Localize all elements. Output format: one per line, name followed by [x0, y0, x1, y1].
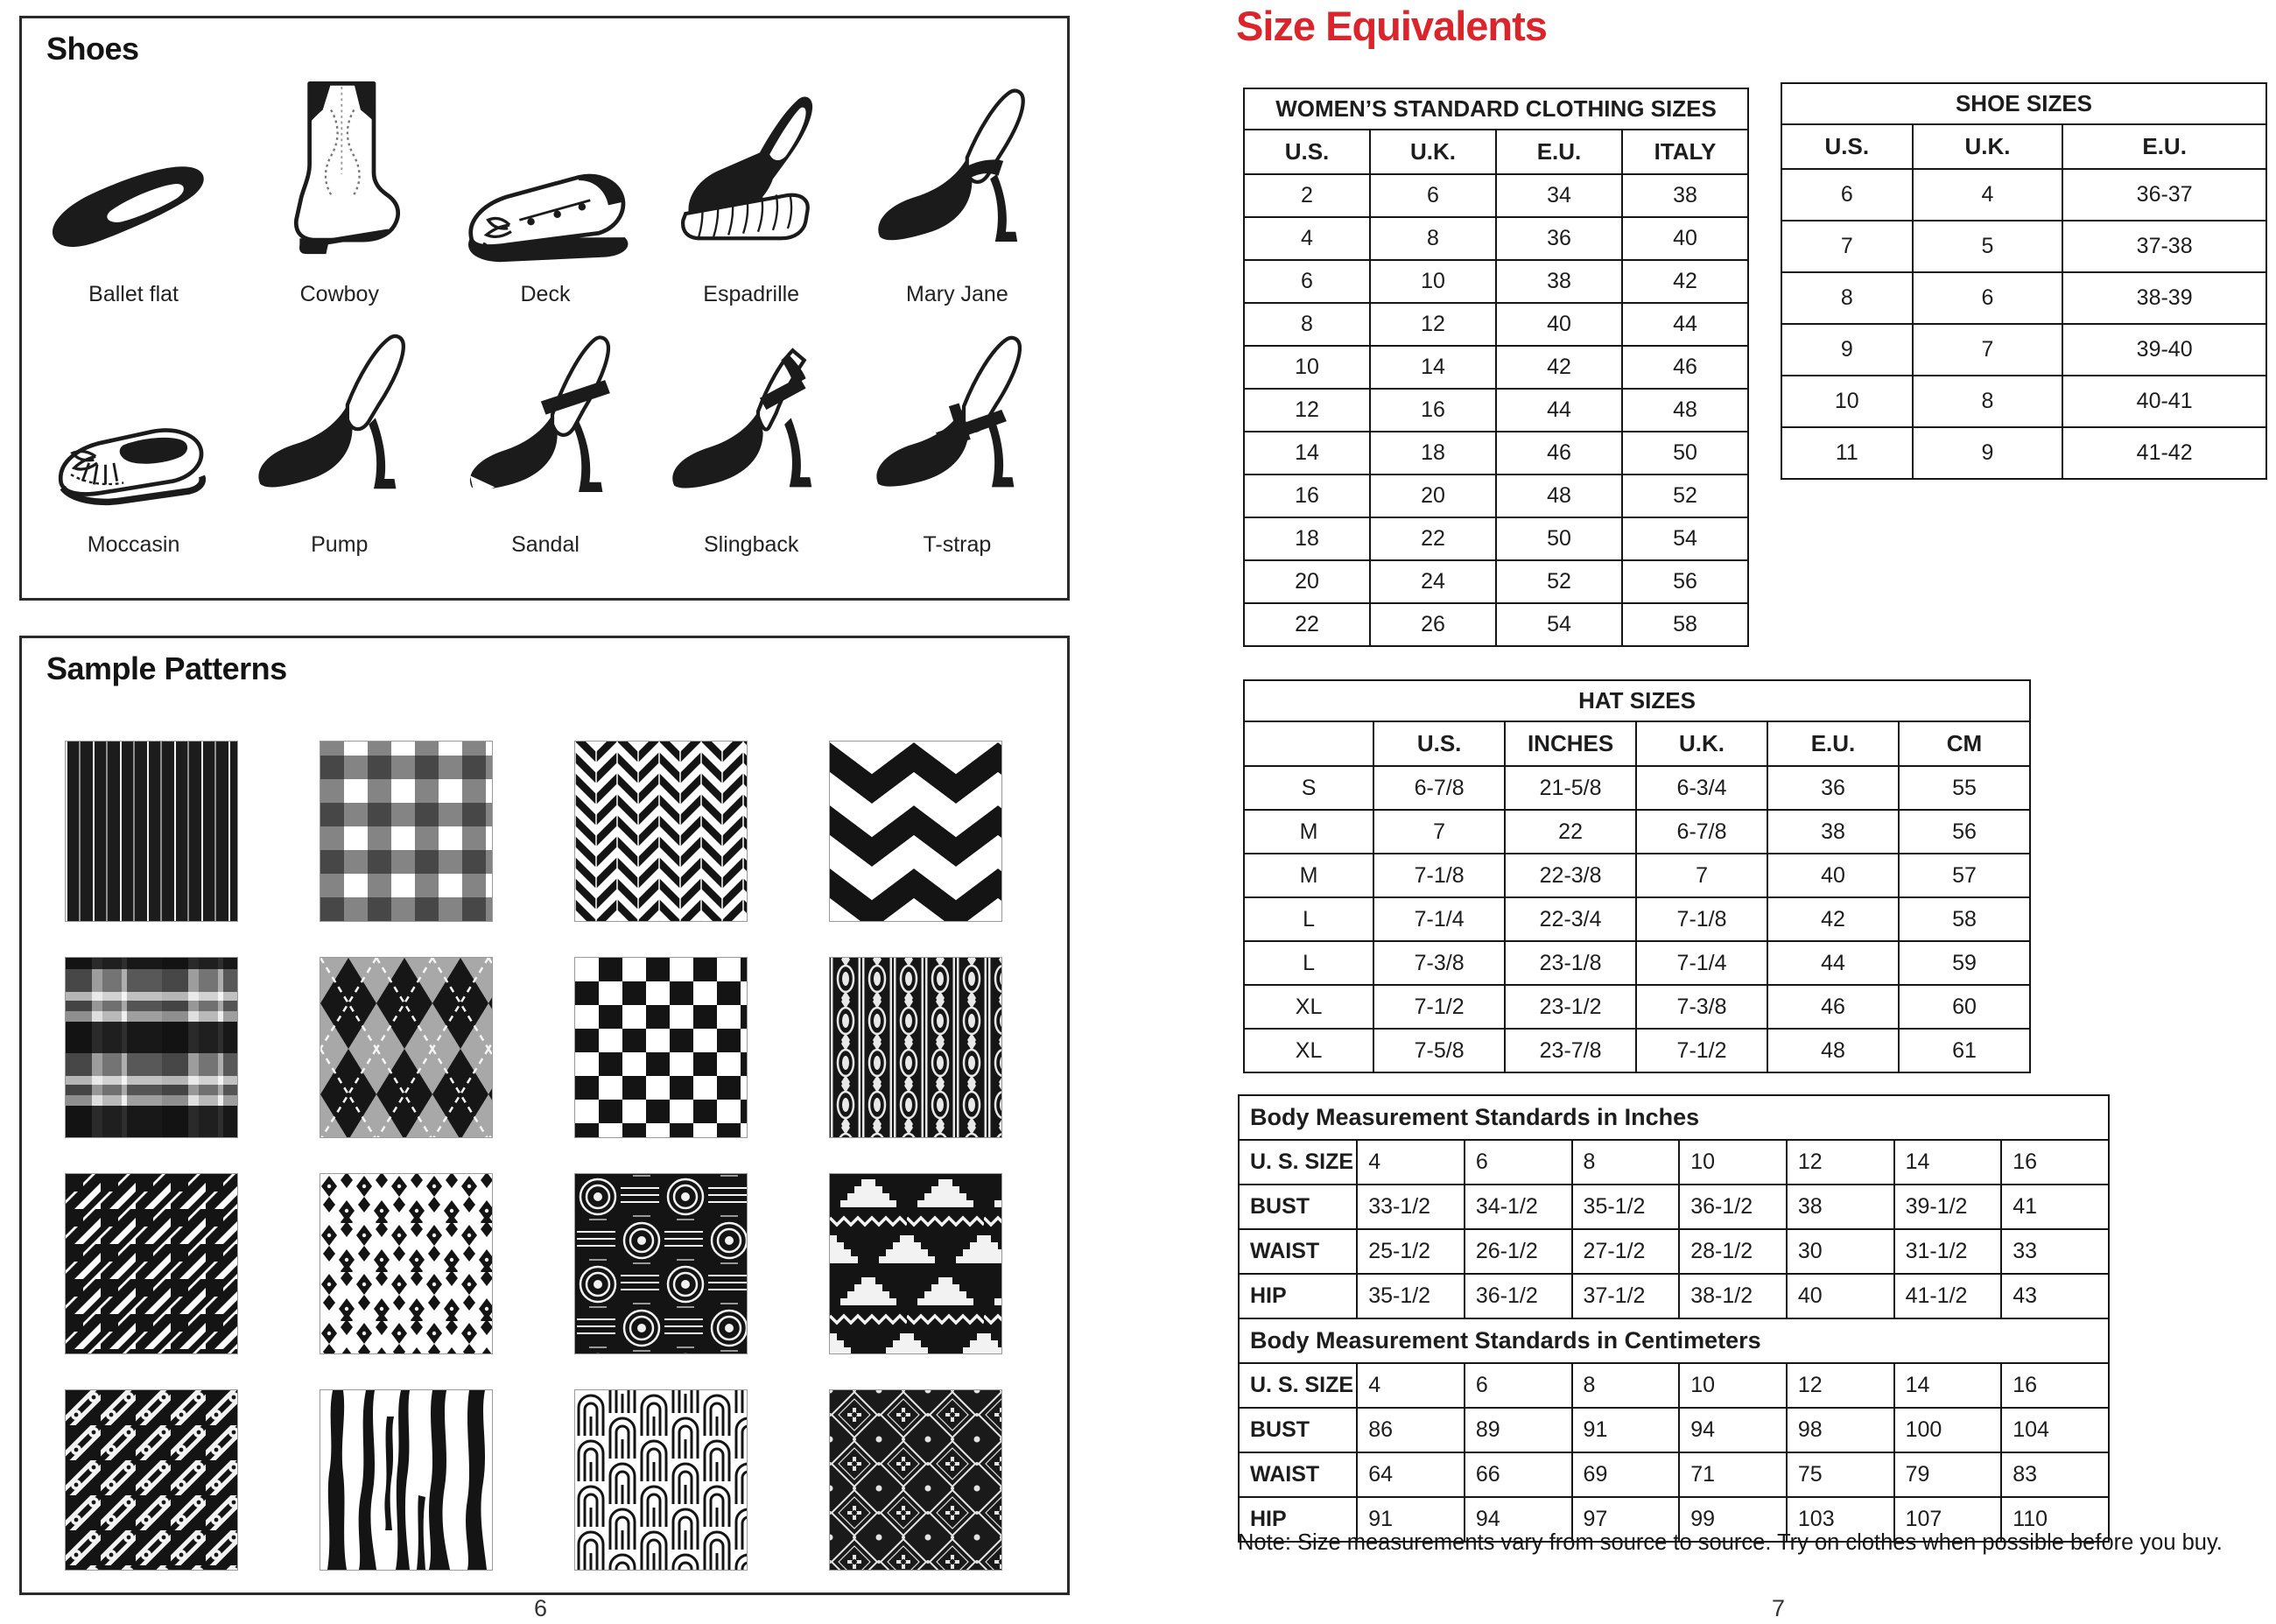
table-title-row: [1781, 83, 2266, 124]
column-header: CM: [1899, 721, 2030, 766]
table-cell: 37-1/2: [1572, 1274, 1680, 1318]
table-cell: 46: [1767, 985, 1899, 1029]
pattern-swatch-houndstooth: [66, 1174, 237, 1353]
table-cell: 25-1/2: [1357, 1229, 1465, 1274]
table-cell: 36-1/2: [1679, 1185, 1787, 1229]
table-row: [1781, 272, 2266, 324]
table-cell: 36-1/2: [1465, 1274, 1572, 1318]
table-cell: 71: [1679, 1452, 1787, 1497]
table-cell: 27-1/2: [1572, 1229, 1680, 1274]
table-row: [1244, 985, 2030, 1029]
page-number-right: 7: [1772, 1595, 1786, 1621]
deck-shoe-illustration: [442, 70, 648, 273]
table-cell: 61: [1899, 1029, 2030, 1072]
column-header: U.S.: [1244, 130, 1370, 174]
table-cell: 97: [1572, 1497, 1680, 1542]
table-cell: 104: [2001, 1408, 2109, 1452]
table-cell: 42: [1622, 260, 1748, 303]
table-cell: 31-1/2: [1894, 1229, 2002, 1274]
slingback-illustration: [649, 320, 854, 524]
table-cell: 10: [1679, 1140, 1787, 1185]
table-cell: 40: [1767, 854, 1899, 897]
column-header: U.K.: [1913, 124, 2063, 169]
table-cell: BUST: [1239, 1408, 1357, 1452]
table-cell: 33: [2001, 1229, 2109, 1274]
table-cell: 22: [1244, 603, 1370, 646]
pattern-swatch-ogee-wave: [575, 1390, 747, 1570]
table-cell: 46: [1496, 432, 1622, 475]
table-cell: 10: [1679, 1363, 1787, 1408]
table-cell: 52: [1622, 475, 1748, 517]
table-cell: 98: [1787, 1408, 1894, 1452]
table-row: [1244, 432, 1748, 475]
cowboy-boot-illustration: [236, 70, 442, 273]
table-row: [1244, 560, 1748, 603]
sample-patterns-section: [19, 636, 1070, 1595]
section-title-row: [1239, 1318, 2109, 1363]
table-row: [1244, 854, 2030, 897]
table-cell: 44: [1622, 303, 1748, 346]
table-row: [1244, 260, 1748, 303]
section-title-row: [1239, 1095, 2109, 1140]
table-cell: HIP: [1239, 1497, 1357, 1542]
table-cell: 66: [1465, 1452, 1572, 1497]
table-row: [1781, 324, 2266, 376]
table-cell: 4: [1244, 217, 1370, 260]
table-cell: 52: [1496, 560, 1622, 603]
table-cell: 41-42: [2062, 427, 2266, 479]
table-row: [1239, 1408, 2109, 1452]
table-title: WOMEN’S STANDARD CLOTHING SIZES: [1244, 88, 1748, 130]
table-cell: 18: [1244, 517, 1370, 560]
table-row: [1239, 1185, 2109, 1229]
shoe-item: [854, 50, 1060, 306]
table-cell: 55: [1899, 766, 2030, 810]
table-title: HAT SIZES: [1244, 680, 2030, 721]
table-cell: 22: [1370, 517, 1496, 560]
table-cell: 16: [1370, 389, 1496, 432]
table-cell: 8: [1913, 376, 2063, 427]
shoe-item: [649, 50, 854, 306]
shoe-label: Deck: [520, 282, 571, 306]
table-cell: 38-39: [2062, 272, 2266, 324]
table-cell: 6: [1465, 1363, 1572, 1408]
table-cell: 38: [1622, 174, 1748, 217]
table-cell: 18: [1370, 432, 1496, 475]
table-row: [1781, 376, 2266, 427]
table-cell: HIP: [1239, 1274, 1357, 1318]
shoe-sizes-table: [1781, 82, 2267, 480]
table-cell: 54: [1622, 517, 1748, 560]
table-row: [1781, 169, 2266, 221]
table-cell: 38: [1787, 1185, 1894, 1229]
table-cell: 43: [2001, 1274, 2109, 1318]
table-row: [1244, 766, 2030, 810]
table-cell: 7: [1913, 324, 2063, 376]
table-cell: WAIST: [1239, 1229, 1357, 1274]
table-cell: 23-7/8: [1505, 1029, 1636, 1072]
table-row: [1781, 221, 2266, 272]
shoe-grid: [31, 50, 1060, 556]
table-cell: 7: [1636, 854, 1767, 897]
table-cell: 6: [1465, 1140, 1572, 1185]
table-cell: 8: [1370, 217, 1496, 260]
table-cell: S: [1244, 766, 1373, 810]
table-cell: 7-1/4: [1636, 941, 1767, 985]
table-cell: 7-3/8: [1373, 941, 1505, 985]
table-cell: 69: [1572, 1452, 1680, 1497]
table-cell: 30: [1787, 1229, 1894, 1274]
table-cell: 7-5/8: [1373, 1029, 1505, 1072]
column-header: U.S.: [1781, 124, 1913, 169]
table-cell: 34-1/2: [1465, 1185, 1572, 1229]
table-cell: 6: [1781, 169, 1913, 221]
table-cell: 6: [1370, 174, 1496, 217]
table-cell: 7-3/8: [1636, 985, 1767, 1029]
table-row: [1244, 1029, 2030, 1072]
table-cell: 39-40: [2062, 324, 2266, 376]
table-cell: 48: [1496, 475, 1622, 517]
table-title-row: [1244, 88, 1748, 130]
shoe-label: Pump: [311, 532, 369, 557]
column-header: INCHES: [1505, 721, 1636, 766]
table-row: [1244, 303, 1748, 346]
table-row: [1239, 1274, 2109, 1318]
shoe-item: [854, 306, 1060, 556]
pattern-swatch-triangle-geometric: [66, 1390, 237, 1570]
table-cell: 36: [1496, 217, 1622, 260]
shoe-item: [31, 306, 236, 556]
table-cell: 54: [1496, 603, 1622, 646]
pattern-grid: [66, 742, 1001, 1570]
table-cell: 20: [1244, 560, 1370, 603]
table-cell: 58: [1622, 603, 1748, 646]
table-cell: 8: [1781, 272, 1913, 324]
column-header: E.U.: [1496, 130, 1622, 174]
table-cell: 26: [1370, 603, 1496, 646]
table-cell: 24: [1370, 560, 1496, 603]
table-cell: 23-1/2: [1505, 985, 1636, 1029]
table-row: [1781, 427, 2266, 479]
size-note: Note: Size measurements vary from source to source. Try on clothes when possible before you buy.: [1238, 1530, 2223, 1555]
page-number-left: 6: [534, 1595, 548, 1621]
table-cell: WAIST: [1239, 1452, 1357, 1497]
pattern-swatch-zebra: [320, 1390, 492, 1570]
table-header-row: [1244, 130, 1748, 174]
table-row: [1244, 217, 1748, 260]
table-cell: 100: [1894, 1408, 2002, 1452]
table-row: [1239, 1229, 2109, 1274]
table-cell: 14: [1370, 346, 1496, 389]
table-cell: 22-3/8: [1505, 854, 1636, 897]
table-cell: XL: [1244, 985, 1373, 1029]
column-header: [1244, 721, 1373, 766]
table-row: [1244, 517, 1748, 560]
table-cell: 42: [1767, 897, 1899, 941]
table-cell: 59: [1899, 941, 2030, 985]
table-cell: 56: [1622, 560, 1748, 603]
table-cell: 89: [1465, 1408, 1572, 1452]
table-cell: 6-3/4: [1636, 766, 1767, 810]
table-cell: 12: [1787, 1140, 1894, 1185]
table-cell: U. S. SIZE: [1239, 1140, 1357, 1185]
table-cell: 4: [1357, 1140, 1465, 1185]
section-title: Body Measurement Standards in Centimeters: [1239, 1318, 2109, 1363]
table-cell: 22-3/4: [1505, 897, 1636, 941]
table-cell: 10: [1781, 376, 1913, 427]
table-cell: 6: [1913, 272, 2063, 324]
table-cell: L: [1244, 897, 1373, 941]
table-cell: 40-41: [2062, 376, 2266, 427]
table-cell: 57: [1899, 854, 2030, 897]
pattern-swatch-aztec: [830, 1174, 1001, 1353]
shoe-item: [236, 306, 442, 556]
table-row: [1244, 389, 1748, 432]
table-cell: 4: [1913, 169, 2063, 221]
table-cell: 9: [1781, 324, 1913, 376]
table-cell: 46: [1622, 346, 1748, 389]
table-cell: 94: [1465, 1497, 1572, 1542]
table-cell: 44: [1496, 389, 1622, 432]
table-cell: 110: [2001, 1497, 2109, 1542]
pattern-swatch-pinstripe: [66, 742, 237, 921]
pattern-swatch-foulard-diamond: [320, 1174, 492, 1353]
body-measurement-standards-table: [1238, 1094, 2110, 1543]
table-cell: 83: [2001, 1452, 2109, 1497]
table-cell: 20: [1370, 475, 1496, 517]
shoe-label: Mary Jane: [906, 282, 1008, 306]
pattern-swatch-plaid: [66, 958, 237, 1137]
hat-sizes-table: [1243, 679, 2031, 1073]
table-cell: 64: [1357, 1452, 1465, 1497]
pattern-swatch-chevron: [830, 742, 1001, 921]
shoe-label: Slingback: [703, 532, 799, 557]
pattern-swatch-argyle: [320, 958, 492, 1137]
table-row: [1239, 1452, 2109, 1497]
table-cell: XL: [1244, 1029, 1373, 1072]
column-header: U.K.: [1370, 130, 1496, 174]
table-cell: 21-5/8: [1505, 766, 1636, 810]
table-cell: 12: [1787, 1363, 1894, 1408]
table-row: [1239, 1363, 2109, 1408]
table-cell: 79: [1894, 1452, 2002, 1497]
table-title: SHOE SIZES: [1781, 83, 2266, 124]
table-cell: 8: [1572, 1140, 1680, 1185]
table-cell: 103: [1787, 1497, 1894, 1542]
table-cell: 23-1/8: [1505, 941, 1636, 985]
table-cell: 35-1/2: [1357, 1274, 1465, 1318]
table-cell: 34: [1496, 174, 1622, 217]
shoe-label: Moccasin: [87, 532, 180, 557]
table-cell: 86: [1357, 1408, 1465, 1452]
ballet-flat-illustration: [31, 70, 236, 273]
pattern-swatch-herringbone: [575, 742, 747, 921]
pattern-swatch-ikat-stripe: [830, 958, 1001, 1137]
table-cell: 107: [1894, 1497, 2002, 1542]
womens-clothing-sizes-table: [1243, 88, 1749, 647]
pump-illustration: [236, 320, 442, 524]
patterns-section-title: Sample Patterns: [46, 650, 287, 686]
table-cell: 41: [2001, 1185, 2109, 1229]
table-cell: 37-38: [2062, 221, 2266, 272]
shoes-section: [19, 16, 1070, 601]
table-row: [1244, 346, 1748, 389]
table-header-row: [1781, 124, 2266, 169]
table-cell: 36: [1767, 766, 1899, 810]
table-cell: 40: [1622, 217, 1748, 260]
mary-jane-illustration: [854, 70, 1060, 273]
table-cell: 4: [1357, 1363, 1465, 1408]
column-header: ITALY: [1622, 130, 1748, 174]
table-cell: 39-1/2: [1894, 1185, 2002, 1229]
table-cell: 6: [1244, 260, 1370, 303]
table-cell: 22: [1505, 810, 1636, 854]
table-row: [1244, 603, 1748, 646]
table-cell: 16: [1244, 475, 1370, 517]
table-cell: 91: [1357, 1497, 1465, 1542]
table-cell: 7-1/8: [1373, 854, 1505, 897]
table-cell: M: [1244, 854, 1373, 897]
column-header: U.S.: [1373, 721, 1505, 766]
table-cell: 58: [1899, 897, 2030, 941]
table-row: [1244, 810, 2030, 854]
table-cell: 50: [1496, 517, 1622, 560]
table-cell: 56: [1899, 810, 2030, 854]
column-header: E.U.: [2062, 124, 2266, 169]
espadrille-illustration: [649, 70, 854, 273]
table-cell: 28-1/2: [1679, 1229, 1787, 1274]
table-row: [1244, 174, 1748, 217]
pattern-swatch-gingham: [320, 742, 492, 921]
table-cell: 40: [1787, 1274, 1894, 1318]
table-cell: 7-1/8: [1636, 897, 1767, 941]
table-cell: 6-7/8: [1373, 766, 1505, 810]
table-cell: L: [1244, 941, 1373, 985]
table-cell: 5: [1913, 221, 2063, 272]
table-cell: 7: [1373, 810, 1505, 854]
table-cell: 26-1/2: [1465, 1229, 1572, 1274]
table-cell: 75: [1787, 1452, 1894, 1497]
pattern-swatch-circle-medallion: [575, 1174, 747, 1353]
table-row: [1244, 897, 2030, 941]
shoe-label: Ballet flat: [88, 282, 179, 306]
page-title: Size Equivalents: [1236, 3, 1547, 49]
table-cell: 99: [1679, 1497, 1787, 1542]
pattern-swatch-checkerboard: [575, 958, 747, 1137]
table-header-row: [1244, 721, 2030, 766]
table-cell: 7-1/2: [1373, 985, 1505, 1029]
shoe-label: Cowboy: [299, 282, 379, 306]
table-cell: 48: [1767, 1029, 1899, 1072]
table-cell: 42: [1496, 346, 1622, 389]
shoe-item: [31, 50, 236, 306]
table-cell: U. S. SIZE: [1239, 1363, 1357, 1408]
pattern-swatch-diamond-damask: [830, 1390, 1001, 1570]
table-cell: 38: [1496, 260, 1622, 303]
table-cell: 60: [1899, 985, 2030, 1029]
shoes-section-title: Shoes: [46, 31, 139, 67]
moccasin-illustration: [31, 320, 236, 524]
table-cell: 16: [2001, 1140, 2109, 1185]
column-header: E.U.: [1767, 721, 1899, 766]
sandal-illustration: [442, 320, 648, 524]
table-cell: 7: [1781, 221, 1913, 272]
column-header: U.K.: [1636, 721, 1767, 766]
table-cell: M: [1244, 810, 1373, 854]
table-cell: 14: [1894, 1140, 2002, 1185]
table-cell: 40: [1496, 303, 1622, 346]
table-cell: 12: [1370, 303, 1496, 346]
table-cell: 50: [1622, 432, 1748, 475]
table-row: [1244, 475, 1748, 517]
table-cell: 91: [1572, 1408, 1680, 1452]
table-cell: 38: [1767, 810, 1899, 854]
table-row: [1239, 1140, 2109, 1185]
table-cell: 10: [1370, 260, 1496, 303]
table-cell: BUST: [1239, 1185, 1357, 1229]
table-cell: 9: [1913, 427, 2063, 479]
table-cell: 8: [1572, 1363, 1680, 1408]
shoe-item: [649, 306, 854, 556]
table-cell: 7-1/2: [1636, 1029, 1767, 1072]
table-cell: 12: [1244, 389, 1370, 432]
shoe-label: T-strap: [923, 532, 992, 557]
table-cell: 8: [1244, 303, 1370, 346]
section-title: Body Measurement Standards in Inches: [1239, 1095, 2109, 1140]
table-cell: 11: [1781, 427, 1913, 479]
table-title-row: [1244, 680, 2030, 721]
table-cell: 14: [1894, 1363, 2002, 1408]
shoe-item: [236, 50, 442, 306]
shoe-label: Espadrille: [703, 282, 800, 306]
shoe-item: [442, 50, 648, 306]
table-cell: 44: [1767, 941, 1899, 985]
table-cell: 16: [2001, 1363, 2109, 1408]
table-cell: 10: [1244, 346, 1370, 389]
table-row: [1244, 941, 2030, 985]
table-cell: 6-7/8: [1636, 810, 1767, 854]
table-cell: 36-37: [2062, 169, 2266, 221]
table-cell: 35-1/2: [1572, 1185, 1680, 1229]
table-cell: 94: [1679, 1408, 1787, 1452]
t-strap-illustration: [854, 320, 1060, 524]
table-cell: 7-1/4: [1373, 897, 1505, 941]
table-cell: 2: [1244, 174, 1370, 217]
shoe-item: [442, 306, 648, 556]
table-cell: 38-1/2: [1679, 1274, 1787, 1318]
table-cell: 33-1/2: [1357, 1185, 1465, 1229]
table-cell: 48: [1622, 389, 1748, 432]
shoe-label: Sandal: [511, 532, 580, 557]
table-cell: 14: [1244, 432, 1370, 475]
table-cell: 41-1/2: [1894, 1274, 2002, 1318]
